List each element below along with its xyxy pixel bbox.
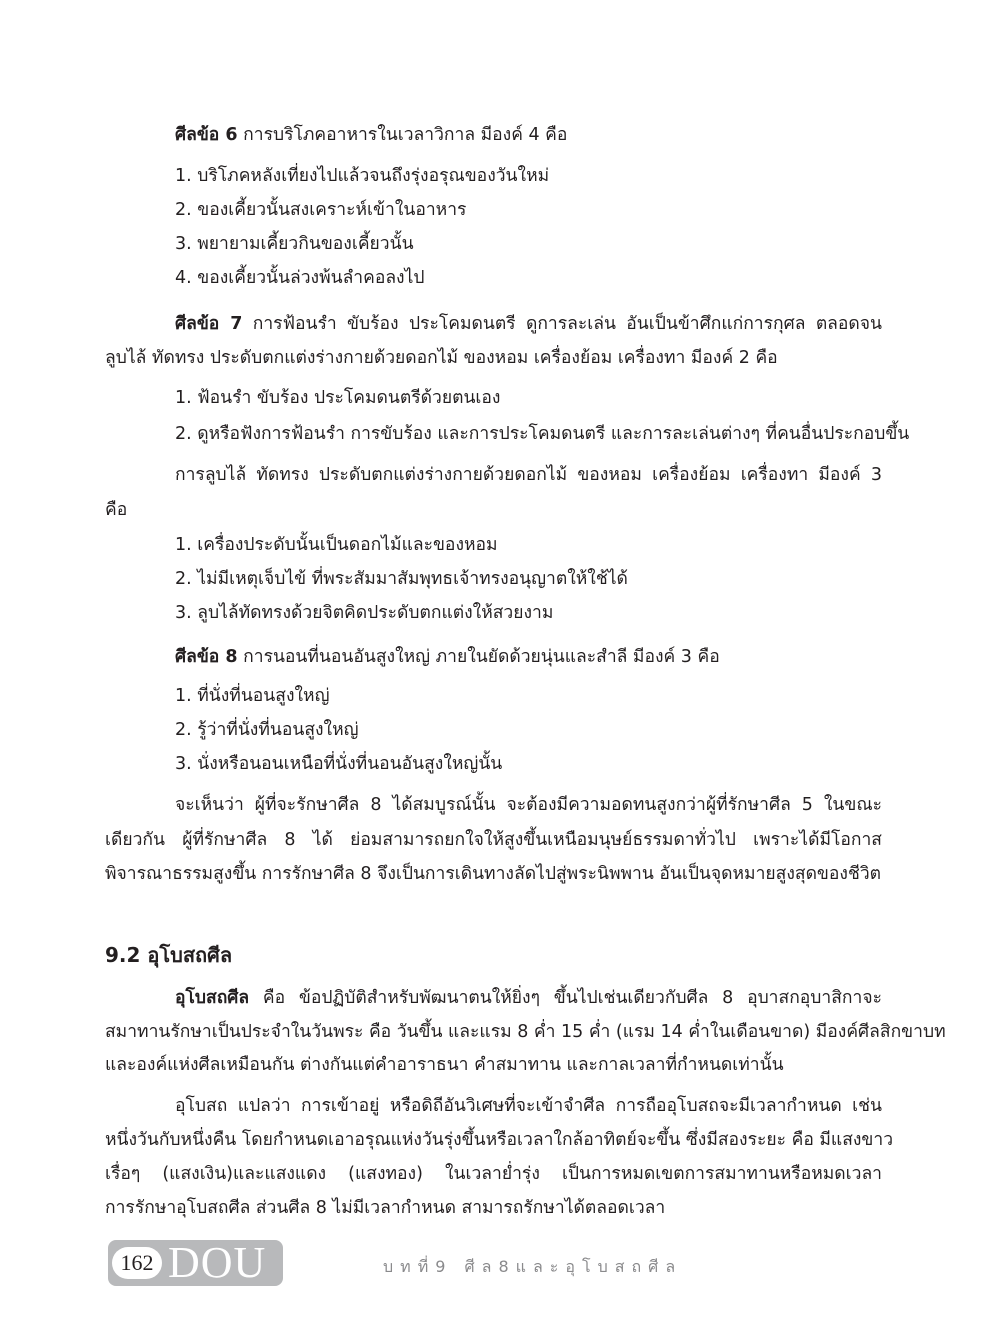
precept8-heading <box>175 644 720 670</box>
precept7-sub-item-1: 1. เครื่องประดับนั้นเป็นดอกไม้และของหอม <box>175 535 498 555</box>
uposatha-p1-text: คือ ข้อปฏิบัติสำหรับพัฒนาตนให้ยิ่งๆ ขึ้นไปเช่นเดียวกับศีล 8 อุบาสกอุบาสิกาจะ <box>249 988 882 1008</box>
dou-logo: DOU <box>168 1238 267 1287</box>
precept7-item-2: 2. ดูหรือฟังการฟ้อนรำ การขับร้อง และการประโคมดนตรี และการละเล่นต่างๆ ที่คนอื่นประกอบขึ้น <box>175 424 910 444</box>
precept7-sub-item-3: 3. ลูบไล้ทัดทรงด้วยจิตคิดประดับตกแต่งให้สวยงาม <box>175 603 554 623</box>
uposatha-p1-line-2: สมาทานรักษาเป็นประจำในวันพระ คือ วันขึ้น และแรม 8 ค่ำ 15 ค่ำ (แรม 14 ค่ำในเดือนขาด) มีองค์ศีลสิกขาบท <box>105 1022 946 1042</box>
precept6-item-3: 3. พยายามเคี้ยวกินของเคี้ยวนั้น <box>175 234 414 254</box>
uposatha-p1-line-1 <box>175 985 882 1011</box>
precept6-label: ศีลข้อ 6 <box>175 125 238 145</box>
precept8-item-2: 2. รู้ว่าที่นั่งที่นอนสูงใหญ่ <box>175 720 359 740</box>
summary-line-2: เดียวกัน ผู้ที่รักษาศีล 8 ได้ ย่อมสามารถยกใจให้สูงขึ้นเหนือมนุษย์ธรรมดาทั่วไป เพราะได้มีโอกาส <box>105 830 882 850</box>
precept6-heading <box>175 122 567 148</box>
section-heading: 9.2 อุโบสถศีล <box>105 943 233 967</box>
precept6-item-1: 1. บริโภคหลังเที่ยงไปแล้วจนถึงรุ่งอรุณของวันใหม่ <box>175 166 550 186</box>
precept7-sub-line1: การลูบไล้ ทัดทรง ประดับตกแต่งร่างกายด้วยดอกไม้ ของหอม เครื่องย้อม เครื่องทา มีองค์ 3 <box>175 465 882 485</box>
uposatha-p2-line-3: เรื่อๆ (แสงเงิน)และแสงแดง (แสงทอง) ในเวลาย่ำรุ่ง เป็นการหมดเขตการสมาทานหรือหมดเวลา <box>105 1164 882 1184</box>
uposatha-p2-line-4: การรักษาอุโบสถศีล ส่วนศีล 8 ไม่มีเวลากำหนด สามารถรักษาได้ตลอดเวลา <box>105 1198 666 1218</box>
precept8-text: การนอนที่นอนอันสูงใหญ่ ภายในยัดด้วยนุ่นและสำลี มีองค์ 3 คือ <box>237 647 720 667</box>
precept8-item-3: 3. นั่งหรือนอนเหนือที่นั่งที่นอนอันสูงใหญ่นั้น <box>175 754 503 774</box>
precept8-item-1: 1. ที่นั่งที่นอนสูงใหญ่ <box>175 686 330 706</box>
precept7-sub-item-2: 2. ไม่มีเหตุเจ็บไข้ ที่พระสัมมาสัมพุทธเจ้าทรงอนุญาตให้ใช้ได้ <box>175 569 628 589</box>
uposatha-label: อุโบสถศีล <box>175 988 250 1008</box>
precept7-text-line2: ลูบไล้ ทัดทรง ประดับตกแต่งร่างกายด้วยดอกไม้ ของหอม เครื่องย้อม เครื่องทา มีองค์ 2 คือ <box>105 348 778 368</box>
page-number: 162 <box>112 1247 162 1279</box>
summary-line-3: พิจารณาธรรมสูงขึ้น การรักษาศีล 8 จึงเป็นการเดินทางลัดไปสู่พระนิพพาน อันเป็นจุดหมายสูงสุดของชีวิต <box>105 864 882 884</box>
precept6-text: การบริโภคอาหารในเวลาวิกาล มีองค์ 4 คือ <box>237 125 568 145</box>
precept7-heading <box>175 311 882 337</box>
chapter-title: บทที่9 ศีล8และอุโบสถศีล <box>383 1257 683 1276</box>
precept8-label: ศีลข้อ 8 <box>175 647 238 667</box>
precept6-item-4: 4. ของเคี้ยวนั้นล่วงพ้นลำคอลงไป <box>175 268 425 288</box>
precept7-item-1: 1. ฟ้อนรำ ขับร้อง ประโคมดนตรีด้วยตนเอง <box>175 388 501 408</box>
uposatha-p1-line-3: และองค์แห่งศีลเหมือนกัน ต่างกันแต่คำอาราธนา คำสมาทาน และกาลเวลาที่กำหนดเท่านั้น <box>105 1055 784 1075</box>
precept7-text-line1: การฟ้อนรำ ขับร้อง ประโคมดนตรี ดูการละเล่น อันเป็นข้าศึกแก่การกุศล ตลอดจน <box>242 314 882 334</box>
precept7-label: ศีลข้อ 7 <box>175 314 243 334</box>
uposatha-p2-line-1: อุโบสถ แปลว่า การเข้าอยู่ หรือดิถีอันวิเศษที่จะเข้าจำศีล การถืออุโบสถจะมีเวลากำหนด เช่น <box>175 1096 882 1116</box>
uposatha-p2-line-2: หนึ่งวันกับหนึ่งคืน โดยกำหนดเอาอรุณแห่งวันรุ่งขึ้นหรือเวลาใกล้อาทิตย์จะขึ้น ซึ่งมีสองระยะ คือ มีแสงขาว <box>105 1130 894 1150</box>
summary-line-1: จะเห็นว่า ผู้ที่จะรักษาศีล 8 ได้สมบูรณ์นั้น จะต้องมีความอดทนสูงกว่าผู้ที่รักษาศีล 5 ในขณะ <box>175 795 882 815</box>
precept6-item-2: 2. ของเคี้ยวนั้นสงเคราะห์เข้าในอาหาร <box>175 200 467 220</box>
precept7-sub-line2: คือ <box>105 500 128 520</box>
